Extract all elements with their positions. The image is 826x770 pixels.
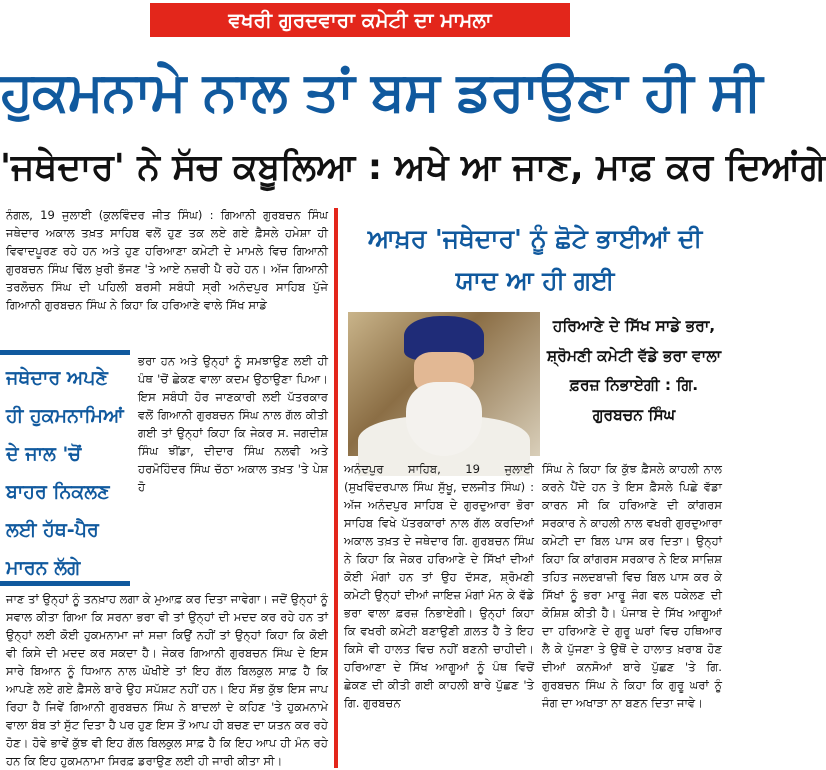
- sidebar-pull-quote: ਹਰਿਆਣੇ ਦੇ ਸਿੱਖ ਸਾਡੇ ਭਰਾ, ਸ਼੍ਰੋਮਣੀ ਕਮੇਟੀ ਵੱਡੇ ਭਰਾ ਵਾਲਾ ਫ਼ਰਜ਼ ਨਿਭਾਏਗੀ : ਗਿ. ਗੁਰਬਚਨ ਸਿੰਘ: [546, 317, 722, 424]
- sidebar-body-col2: [542, 460, 722, 764]
- article-body-bottom: [6, 590, 328, 766]
- article-body-top: [6, 206, 328, 350]
- sidebar-body-col1: [344, 460, 534, 764]
- article-paragraph-lead: ਨੰਗਲ, 19 ਜੁਲਾਈ (ਕੁਲਵਿੰਦਰ ਜੀਤ ਸਿੰਘ) : ਗਿਆਨੀ ਗੁਰਬਚਨ ਸਿੰਘ ਜਥੇਦਾਰ ਅਕਾਲ ਤਖ਼ਤ ਸਾਹਿਬ ਵਲੋਂ ਹੁਣ ਤਕ ਲਏ ਗਏ ਫ਼ੈਸਲੇ ਹਮੇਸ਼ਾ ਹੀ ਵਿਵਾਦਪੂਰਣ ਰਹੇ ਹਨ ਅਤੇ ਹੁਣ ਹਰਿਆਣਾ ਕਮੇਟੀ ਦੇ ਮਾਮਲੇ ਵਿਚ ਗਿਆਨੀ ਗੁਰਬਚਨ ਸਿੰਘ ਢਿੱਲ ਖ਼ੁਰੀ ਭੱਜਣ 'ਤੇ ਆਏ ਨਜ਼ਰੀ ਪੈ ਰਹੇ ਹਨ। ਅੱਜ ਗਿਆਨੀ ਤਰਲੋਚਨ ਸਿੰਘ ਦੀ ਪਹਿਲੀ ਬਰਸੀ ਸਬੰਧੀ ਸ੍ਰੀ ਅਨੰਦਪੁਰ ਸਾਹਿਬ ਪੁੱਜੇ ਗਿਆਨੀ ਗੁਰਬਚਨ ਸਿੰਘ ਨੇ ਕਿਹਾ ਕਿ ਹਰਿਆਣੇ ਵਾਲੇ ਸਿੱਖ ਸਾਡੇ: [6, 208, 328, 312]
- sidebar-story: [334, 208, 724, 768]
- sidebar-paragraph-2: ਸਿੰਘ ਨੇ ਕਿਹਾ ਕਿ ਕੁੱਝ ਫ਼ੈਸਲੇ ਕਾਹਲੀ ਨਾਲ ਕਰਨੇ ਪੈਂਦੇ ਹਨ ਤੇ ਇਸ ਫ਼ੈਸਲੇ ਪਿਛੇ ਵੱਡਾ ਕਾਰਨ ਸੀ ਕਿ ਹਰਿਆਣੇ ਦੀ ਕਾਂਗਰਸ ਸਰਕਾਰ ਨੇ ਕਾਹਲੀ ਨਾਲ ਵਖਰੀ ਗੁਰਦੁਆਰਾ ਕਮੇਟੀ ਦਾ ਬਿਲ ਪਾਸ ਕਰ ਦਿਤਾ। ਉਨ੍ਹਾਂ ਕਿਹਾ ਕਿ ਕਾਂਗਰਸ ਸਰਕਾਰ ਨੇ ਇਕ ਸਾਜ਼ਿਸ਼ ਤਹਿਤ ਜਲਦਬਾਜ਼ੀ ਵਿਚ ਬਿਲ ਪਾਸ ਕਰ ਕੇ ਸਿੱਖਾਂ ਨੂੰ ਭਰਾ ਮਾਰੂ ਜੰਗ ਵਲ ਧਕੇਲਣ ਦੀ ਕੋਸ਼ਿਸ਼ ਕੀਤੀ ਹੈ। ਪੰਜਾਬ ਦੇ ਸਿੱਖ ਆਗੂਆਂ ਦਾ ਹਰਿਆਣੇ ਦੇ ਗੁਰੂ ਘਰਾਂ ਵਿਚ ਹਥਿਆਰ ਲੈ ਕੇ ਪੁੱਜਣਾ ਤੇ ਉਥੋਂ ਦੇ ਹਾਲਾਤ ਖ਼ਰਾਬ ਹੋਣ ਦੀਆਂ ਕਨਸੋਆਂ ਬਾਰੇ ਪੁੱਛਣ 'ਤੇ ਗਿ. ਗੁਰਬਚਨ ਸਿੰਘ ਨੇ ਕਿਹਾ ਕਿ ਗੁਰੂ ਘਰਾਂ ਨੂੰ ਜੰਗ ਦਾ ਅਖਾੜਾ ਨਾ ਬਣਨ ਦਿਤਾ ਜਾਵੇ।: [542, 462, 722, 710]
- photo-beard-shape: [406, 382, 482, 456]
- main-headline: ਹੁਕਮਨਾਮੇ ਨਾਲ ਤਾਂ ਬਸ ਡਰਾਉਣਾ ਹੀ ਸੀ: [0, 60, 762, 123]
- article-paragraph-bottom: ਜਾਣ ਤਾਂ ਉਨ੍ਹਾਂ ਨੂੰ ਤਨਖ਼ਾਹ ਲਗਾ ਕੇ ਮੁਆਫ਼ ਕਰ ਦਿਤਾ ਜਾਵੇਗਾ। ਜਦੋਂ ਉਨ੍ਹਾਂ ਨੂੰ ਸਵਾਲ ਕੀਤਾ ਗਿਆ ਕਿ ਸਰਨਾ ਭਰਾ ਵੀ ਤਾਂ ਉਨ੍ਹਾਂ ਦੀ ਮਦਦ ਕਰ ਰਹੇ ਹਨ ਤਾਂ ਉਨ੍ਹਾਂ ਲਈ ਕੋਈ ਹੁਕਮਨਾਮਾ ਜਾਂ ਸਜ਼ਾ ਕਿਉਂ ਨਹੀਂ ਤਾਂ ਉਨ੍ਹਾਂ ਕਿਹਾ ਕਿ ਕੋਈ ਵੀ ਕਿਸੇ ਦੀ ਮਦਦ ਕਰ ਸਕਦਾ ਹੈ। ਜੇਕਰ ਗਿਆਨੀ ਗੁਰਬਚਨ ਸਿੰਘ ਦੇ ਇਸ ਸਾਰੇ ਬਿਆਨ ਨੂੰ ਧਿਆਨ ਨਾਲ ਘੋਖੀਏ ਤਾਂ ਇਹ ਗੱਲ ਬਿਲਕੁਲ ਸਾਫ਼ ਹੈ ਕਿ ਆਪਣੇ ਲਏ ਗਏ ਫ਼ੈਸਲੇ ਬਾਰੇ ਉਹ ਸਪੱਸ਼ਟ ਨਹੀਂ ਹਨ। ਇਹ ਸੱਭ ਕੁੱਝ ਇਸ ਜਾਪ ਰਿਹਾ ਹੈ ਜਿਵੇਂ ਗਿਆਨੀ ਗੁਰਬਚਨ ਸਿੰਘ ਨੇ ਬਾਦਲਾਂ ਦੇ ਕਹਿਣ 'ਤੇ ਹੁਕਮਨਾਮੇ ਵਾਲਾ ਬੰਬ ਤਾਂ ਸੁੱਟ ਦਿਤਾ ਹੈ ਪਰ ਹੁਣ ਇਸ ਤੋਂ ਆਪ ਹੀ ਬਚਣ ਦਾ ਯਤਨ ਕਰ ਰਹੇ ਹੋਣ। ਹੋਵੇ ਭਾਵੇਂ ਕੁੱਝ ਵੀ ਇਹ ਗੱਲ ਬਿਲਕੁਲ ਸਾਫ਼ ਹੈ ਕਿ ਇਹ ਆਪ ਹੀ ਮੰਨ ਰਹੇ ਹਨ ਕਿ ਇਹ ਹੁਕਮਨਾਮਾ ਸਿਰਫ਼ ਡਰਾਉਣ ਲਈ ਹੀ ਜਾਰੀ ਕੀਤਾ ਸੀ।: [6, 592, 328, 768]
- jathedar-photo: [348, 312, 540, 456]
- sub-headline: 'ਜਥੇਦਾਰ' ਨੇ ਸੱਚ ਕਬੂਲਿਆ : ਅਖੇ ਆ ਜਾਣ, ਮਾਫ਼ ਕਰ ਦਿਆਂਗੇ: [0, 147, 826, 188]
- article-body-narrow: [138, 352, 328, 584]
- sidebar-paragraph-1: ਅਨੰਦਪੁਰ ਸਾਹਿਬ, 19 ਜੁਲਾਈ (ਸੁਖਵਿੰਦਰਪਾਲ ਸਿੰਘ ਸੁੱਖੂ, ਦਲਜੀਤ ਸਿੰਘ) : ਅੱਜ ਅਨੰਦਪੁਰ ਸਾਹਿਬ ਦੇ ਗੁਰਦੁਆਰਾ ਭੋਰਾ ਸਾਹਿਬ ਵਿਖੇ ਪੱਤਰਕਾਰਾਂ ਨਾਲ ਗੱਲ ਕਰਦਿਆਂ ਅਕਾਲ ਤਖ਼ਤ ਦੇ ਜਥੇਦਾਰ ਗਿ. ਗੁਰਬਚਨ ਸਿੰਘ ਨੇ ਕਿਹਾ ਕਿ ਜੇਕਰ ਹਰਿਆਣੇ ਦੇ ਸਿੱਖਾਂ ਦੀਆਂ ਕੋਈ ਮੰਗਾਂ ਹਨ ਤਾਂ ਉਹ ਦੱਸਣ, ਸ਼੍ਰੋਮਣੀ ਕਮੇਟੀ ਉਨ੍ਹਾਂ ਦੀਆਂ ਜਾਇਜ਼ ਮੰਗਾਂ ਮੰਨ ਕੇ ਵੱਡੇ ਭਰਾ ਵਾਲਾ ਫ਼ਰਜ਼ ਨਿਭਾਏਗੀ। ਉਨ੍ਹਾਂ ਕਿਹਾ ਕਿ ਵਖਰੀ ਕਮੇਟੀ ਬਣਾਉਣੀ ਗ਼ਲਤ ਹੈ ਤੇ ਇਹ ਕਿਸੇ ਵੀ ਹਾਲਤ ਵਿਚ ਨਹੀਂ ਬਣਨੀ ਚਾਹੀਦੀ। ਹਰਿਆਣਾ ਦੇ ਸਿੱਖ ਆਗੂਆਂ ਨੂੰ ਪੰਥ ਵਿਚੋਂ ਛੇਕਣ ਦੀ ਕੀਤੀ ਗਈ ਕਾਹਲੀ ਬਾਰੇ ਪੁੱਛਣ 'ਤੇ ਗਿ. ਗੁਰਬਚਨ: [344, 462, 534, 710]
- pull-quote-text: ਜਥੇਦਾਰ ਅਪਣੇ ਹੀ ਹੁਕਮਨਾਮਿਆਂ ਦੇ ਜਾਲ 'ਚੋਂ ਬਾਹਰ ਨਿਕਲਣ ਲਈ ਹੱਥ-ਪੈਰ ਮਾਰਨ ਲੱਗੇ: [6, 367, 124, 579]
- article-paragraph-narrow: ਭਰਾ ਹਨ ਅਤੇ ਉਨ੍ਹਾਂ ਨੂੰ ਸਮਝਾਉਣ ਲਈ ਹੀ ਪੰਥ 'ਚੋਂ ਛੇਕਣ ਵਾਲਾ ਕਦਮ ਉਠਾਉਣਾ ਪਿਆ। ਇਸ ਸਬੰਧੀ ਹੋਰ ਜਾਣਕਾਰੀ ਲਈ ਪੱਤਰਕਾਰ ਵਲੋਂ ਗਿਆਨੀ ਗੁਰਬਚਨ ਸਿੰਘ ਨਾਲ ਗੱਲ ਕੀਤੀ ਗਈ ਤਾਂ ਉਨ੍ਹਾਂ ਕਿਹਾ ਕਿ ਜੇਕਰ ਸ. ਜਗਦੀਸ਼ ਸਿੰਘ ਝੀਂਡਾ, ਦੀਦਾਰ ਸਿੰਘ ਨਲਵੀ ਅਤੇ ਹਰਮੋਹਿੰਦਰ ਸਿੰਘ ਚੱਠਾ ਅਕਾਲ ਤਖ਼ਤ 'ਤੇ ਪੇਸ਼ ਹੋ: [138, 354, 328, 494]
- kicker-banner: ਵਖਰੀ ਗੁਰਦਵਾਰਾ ਕਮੇਟੀ ਦਾ ਮਾਮਲਾ: [150, 3, 570, 37]
- pull-quote: [0, 350, 130, 586]
- sidebar-headline: ਆਖ਼ਰ 'ਜਥੇਦਾਰ' ਨੂੰ ਛੋਟੇ ਭਾਈਆਂ ਦੀ ਯਾਦ ਆ ਹੀ ਗਈ: [367, 224, 703, 295]
